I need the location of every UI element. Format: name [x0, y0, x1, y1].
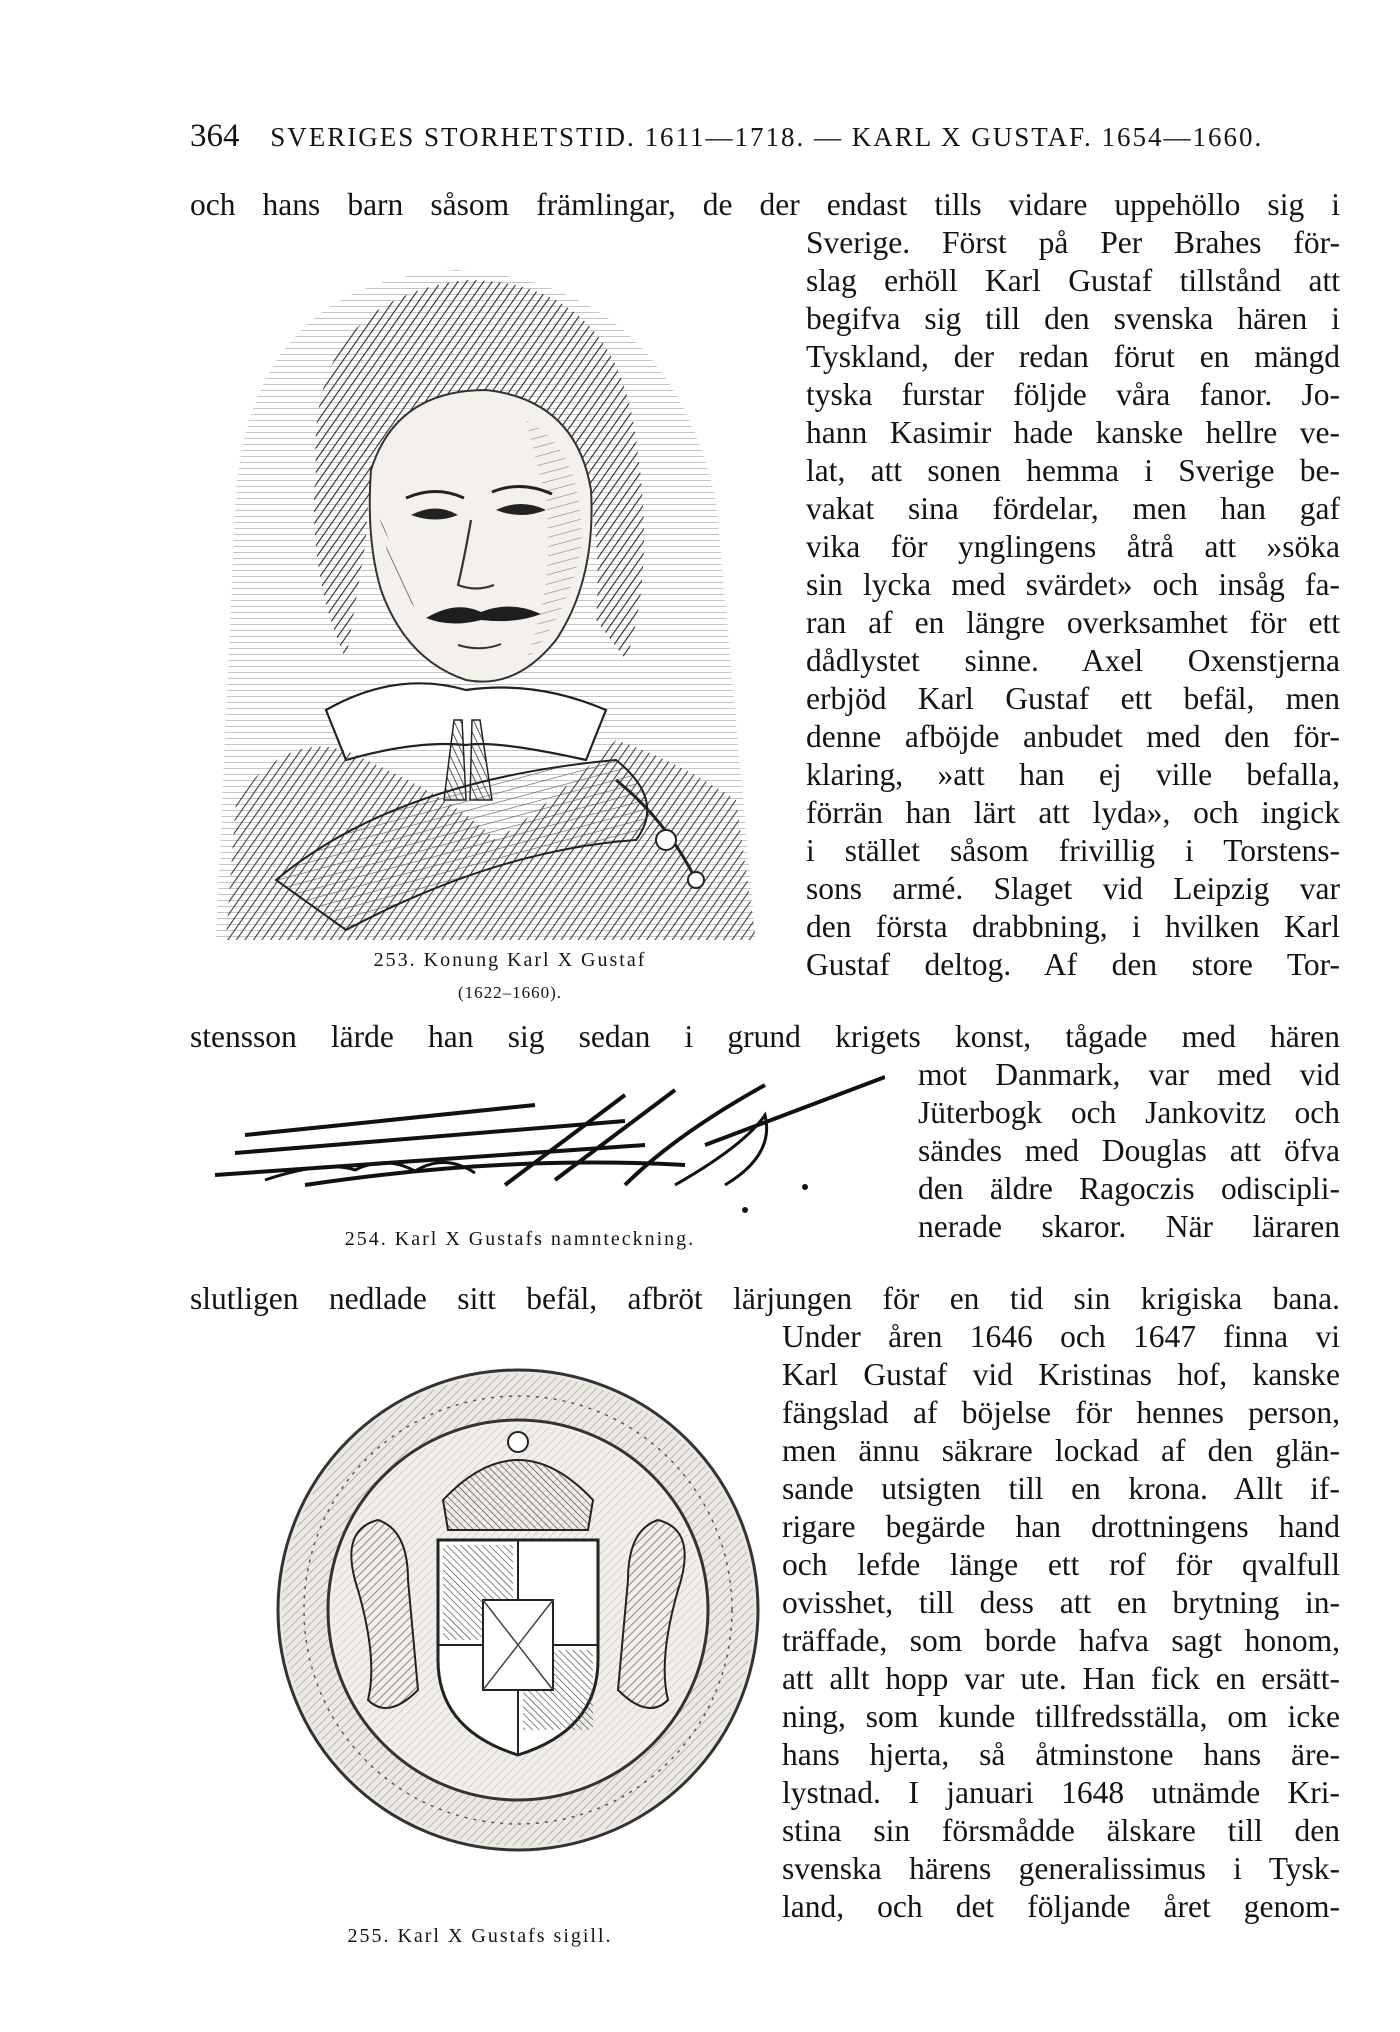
- text-line: ovisshet, till dess att en brytning in-: [782, 1585, 1340, 1620]
- text-line: förrän han lärt att lyda», och ingick: [806, 795, 1340, 830]
- text-line: sändes med Douglas att öfva: [918, 1133, 1340, 1168]
- text-line: Jüterbogk och Jankovitz och: [918, 1095, 1340, 1130]
- text-line: hann Kasimir hade kanske hellre ve-: [806, 415, 1340, 450]
- text-line: begifva sig till den svenska hären i: [806, 301, 1340, 336]
- text-line: den äldre Ragoczis odiscipli-: [918, 1171, 1340, 1206]
- text-line: Karl Gustaf vid Kristinas hof, kanske: [782, 1357, 1340, 1392]
- text-line: stina sin försmådde älskare till den: [782, 1813, 1340, 1848]
- running-header: [190, 118, 1300, 158]
- caption-dates: (1622–1660).: [457, 983, 563, 1002]
- portrait-engraving: [196, 240, 788, 950]
- figure-caption-portrait-dates: [360, 983, 660, 1003]
- text-line: nerade skaror. När läraren: [918, 1209, 1340, 1244]
- text-line: land, och det följande året genom-: [782, 1889, 1340, 1924]
- figure-number: 253.: [373, 949, 417, 971]
- signature-image: [205, 1075, 885, 1215]
- text-line: erbjöd Karl Gustaf ett befäl, men: [806, 681, 1340, 716]
- text-line: fängslad af böjelse för hennes person,: [782, 1395, 1340, 1430]
- figure-number: 255.: [347, 1925, 391, 1947]
- text-line: och lefde länge ett rof för qvalfull: [782, 1547, 1340, 1582]
- text-line: träffade, som borde hafva sagt honom,: [782, 1623, 1340, 1658]
- text-line: stensson lärde han sig sedan i grund krigets konst, tågade med hären: [190, 1019, 1340, 1054]
- text-line: rigare begärde han drottningens hand: [782, 1509, 1340, 1544]
- figure-caption-portrait: [300, 949, 720, 972]
- text-line: sons armé. Slaget vid Leipzig var: [806, 871, 1340, 906]
- text-line: mot Danmark, var med vid: [918, 1057, 1340, 1092]
- text-line: klaring, »att han ej ville befalla,: [806, 757, 1340, 792]
- page-number: 364: [190, 118, 240, 154]
- text-line: i stället såsom frivillig i Torstens-: [806, 833, 1340, 868]
- text-line: lystnad. I januari 1648 utnämde Kri-: [782, 1775, 1340, 1810]
- text-line: tyska furstar följde våra fanor. Jo-: [806, 377, 1340, 412]
- figure-caption-signature: [310, 1228, 730, 1251]
- text-line: ran af en längre overksamhet för ett: [806, 605, 1340, 640]
- figure-number: 254.: [344, 1228, 388, 1250]
- figure-caption-seal: [305, 1925, 655, 1948]
- text-line: Sverige. Först på Per Brahes för-: [806, 225, 1340, 260]
- seal-image: [268, 1360, 768, 1860]
- text-line: Under åren 1646 och 1647 finna vi: [782, 1319, 1340, 1354]
- text-line: Gustaf deltog. Af den store Tor-: [806, 947, 1340, 982]
- text-line: hans hjerta, så åtminstone hans äre-: [782, 1737, 1340, 1772]
- text-line: vakat sina fördelar, men han gaf: [806, 491, 1340, 526]
- caption-text: Karl X Gustafs namnteckning.: [394, 1228, 696, 1250]
- text-line: svenska härens generalissimus i Tysk-: [782, 1851, 1340, 1886]
- text-line: dådlystet sinne. Axel Oxenstjerna: [806, 643, 1340, 678]
- text-line: sin lycka med svärdet» och insåg fa-: [806, 567, 1340, 602]
- text-line: vika för ynglingens åtrå att »söka: [806, 529, 1340, 564]
- text-line: slutligen nedlade sitt befäl, afbröt lärjungen för en tid sin krigiska bana.: [190, 1281, 1340, 1316]
- text-line: den första drabbning, i hvilken Karl: [806, 909, 1340, 944]
- text-line: att allt hopp var ute. Han fick en ersätt-: [782, 1661, 1340, 1696]
- running-title: SVERIGES STORHETSTID. 1611—1718. — KARL X GUSTAF. 1654—1660.: [270, 122, 1264, 152]
- text-line: men ännu säkrare lockad af den glän-: [782, 1433, 1340, 1468]
- text-line: denne afböjde anbudet med den för-: [806, 719, 1340, 754]
- text-line: Tyskland, der redan förut en mängd: [806, 339, 1340, 374]
- caption-text: Konung Karl X Gustaf: [423, 949, 647, 971]
- text-line: lat, att sonen hemma i Sverige be-: [806, 453, 1340, 488]
- text-line: ning, som kunde tillfredsställa, om icke: [782, 1699, 1340, 1734]
- caption-text: Karl X Gustafs sigill.: [397, 1925, 613, 1947]
- text-line: och hans barn såsom främlingar, de der endast tills vidare uppehöllo sig i: [190, 187, 1340, 222]
- text-line: slag erhöll Karl Gustaf tillstånd att: [806, 263, 1340, 298]
- text-line: sande utsigten till en krona. Allt if-: [782, 1471, 1340, 1506]
